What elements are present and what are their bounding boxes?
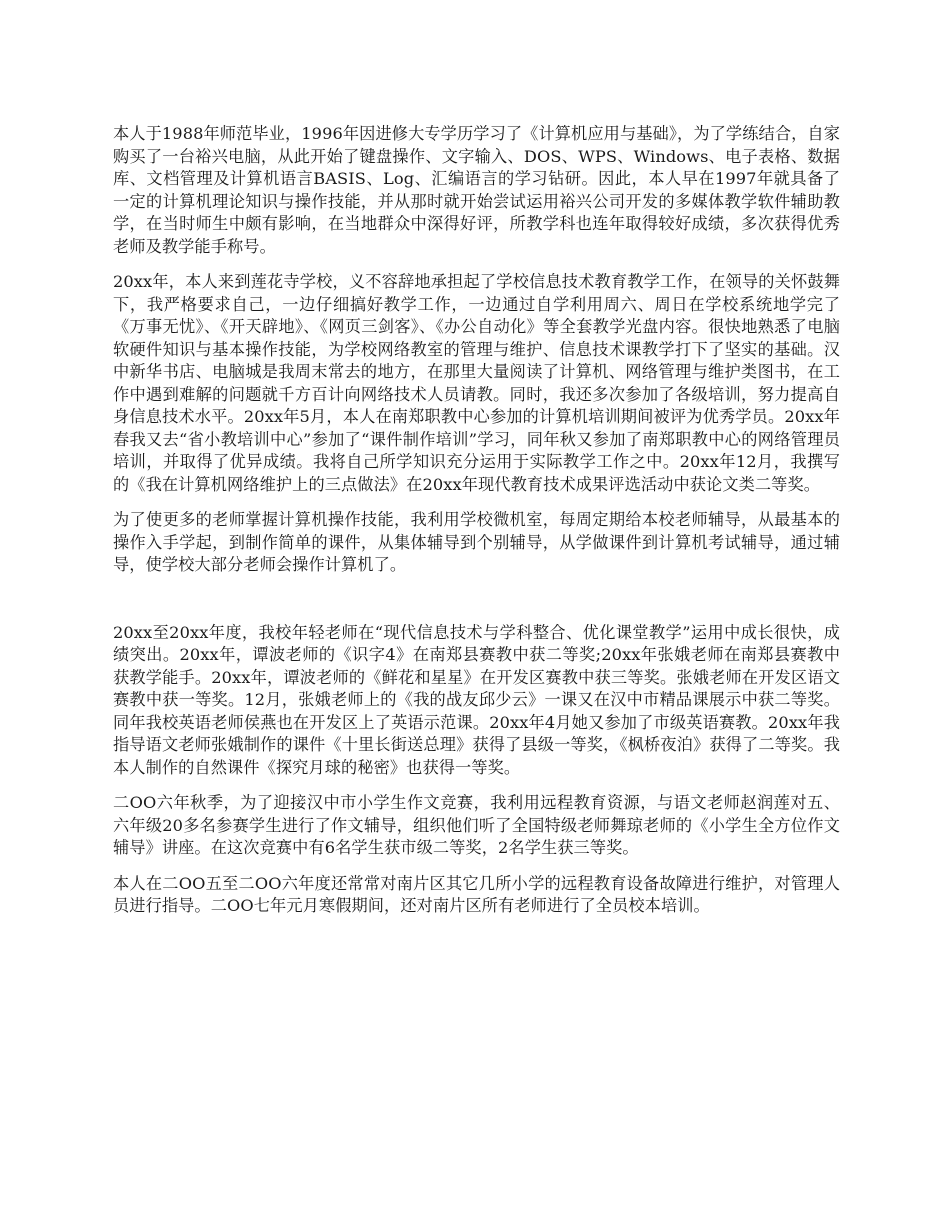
paragraph-6: 本人在二OO五至二OO六年度还常常对南片区其它几所小学的远程教育设备故障进行维护，对管理人员进行指导。二OO七年元月寒假期间，还对南片区所有老师进行了全员校本培训。	[113, 873, 840, 915]
paragraph-spacer	[113, 590, 840, 622]
paragraph-2: 20xx年，本人来到莲花寺学校，义不容辞地承担起了学校信息技术教育教学工作，在领导的关怀鼓舞下，我严格要求自己，一边仔细搞好教学工作，一边通过自学利用周六、周日在学校系统地学完了《万事无忧》、《开天辟地》、《网页三剑客》、《办公自动化》等全套教学光盘内容。很快地熟悉了电脑软硬件知识与基本操作技能，为学校网络教室的管理与维护、信息技术课教学打下了坚实的基础。汉中新华书店、电脑城是我周末常去的地方，在那里大量阅读了计算机、网络管理与维护类图书，在工作中遇到难解的问题就千方百计向网络技术人员请教。同时，我还多次参加了各级培训，努力提高自身信息技术水平。20xx年5月，本人在南郑职教中心参加的计算机培训期间被评为优秀学员。20xx年春我又去“省小教培训中心”参加了“课件制作培训”学习，同年秋又参加了南郑职教中心的网络管理员培训，并取得了优异成绩。我将自己所学知识充分运用于实际教学工作之中。20xx年12月，我撰写的《我在计算机网络维护上的三点做法》在20xx年现代教育技术成果评选活动中获论文类二等奖。	[113, 272, 840, 494]
paragraph-1: 本人于1988年师范毕业，1996年因进修大专学历学习了《计算机应用与基础》，为了学练结合，自家购买了一台裕兴电脑，从此开始了键盘操作、文字输入、DOS、WPS、Windows、电子表格、数据库、文档管理及计算机语言BASIS、Log、汇编语言的学习钻研。因此，本人早在1997年就具备了一定的计算机理论知识与操作技能，并从那时就开始尝试运用裕兴公司开发的多媒体教学软件辅助教学，在当时师生中颇有影响，在当地群众中深得好评，所教学科也连年取得较好成绩，多次获得优秀老师及教学能手称号。	[113, 124, 840, 256]
paragraph-5: 二OO六年秋季，为了迎接汉中市小学生作文竞赛，我利用远程教育资源，与语文老师赵润莲对五、六年级20多名参赛学生进行了作文辅导，组织他们听了全国特级老师舞琼老师的《小学生全方位作文辅导》讲座。在这次竞赛中有6名学生获市级二等奖，2名学生获三等奖。	[113, 793, 840, 857]
document-body	[113, 123, 840, 931]
paragraph-4: 20xx至20xx年度，我校年轻老师在“现代信息技术与学科整合、优化课堂教学”运用中成长很快，成绩突出。20xx年，谭波老师的《识字4》在南郑县赛教中获二等奖;20xx年张娥老师在南郑县赛教中获教学能手。20xx年，谭波老师的《鲜花和星星》在开发区赛教中获三等奖。张娥老师在开发区语文赛教中获一等奖。12月，张娥老师上的《我的战友邱少云》一课又在汉中市精品课展示中获二等奖。同年我校英语老师侯燕也在开发区上了英语示范课。20xx年4月她又参加了市级英语赛教。20xx年我指导语文老师张娥制作的课件《十里长街送总理》获得了县级一等奖，《枫桥夜泊》获得了二等奖。我本人制作的自然课件《探究月球的秘密》也获得一等奖。	[113, 622, 840, 777]
paragraph-3: 为了使更多的老师掌握计算机操作技能，我利用学校微机室，每周定期给本校老师辅导，从最基本的操作入手学起，到制作简单的课件，从集体辅导到个别辅导，从学做课件到计算机考试辅导，通过辅导，使学校大部分老师会操作计算机了。	[113, 510, 840, 574]
